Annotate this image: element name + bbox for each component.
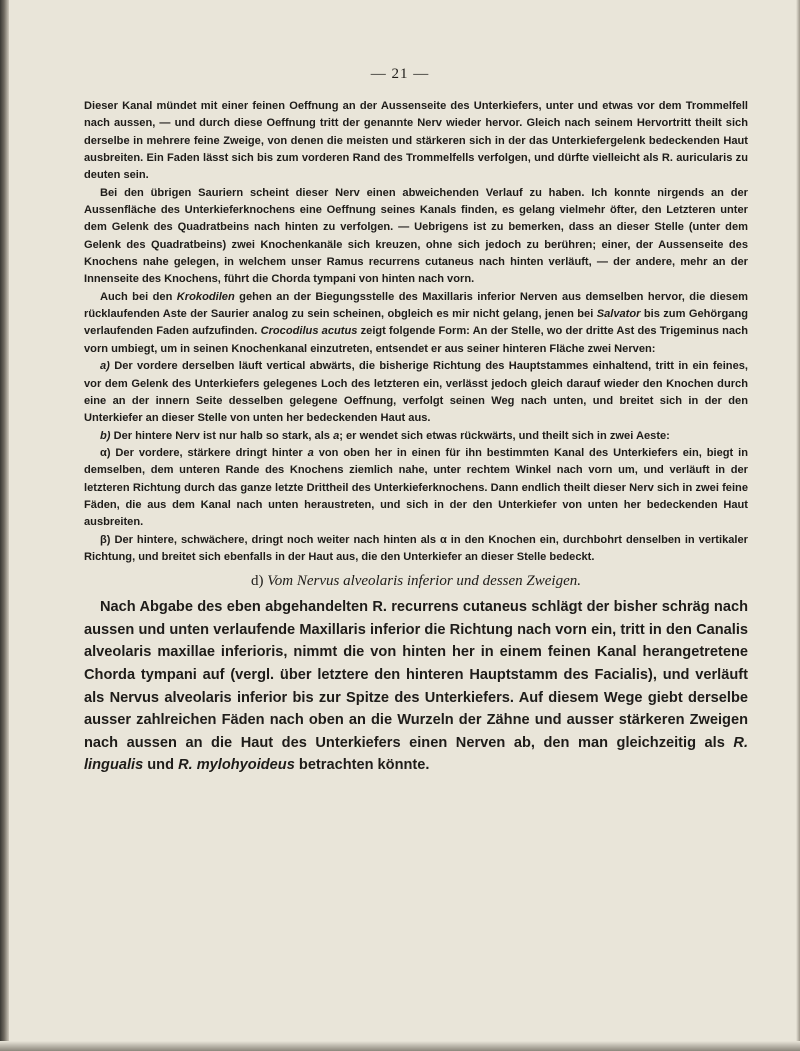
page-edge-shadow	[796, 0, 800, 1051]
text-run: Der hintere Nerv ist nur halb so stark, als	[110, 429, 334, 442]
italic-text: R. lingualis	[84, 734, 748, 774]
text-run: von oben her in einen für ihn bestimmten Kanal des Unterkiefers ein, biegt in demselben, dem unteren Rande des Knochens ziemlich nahe, unter rechtem Winkel nach vorn um, und verläuft in der letzteren Richtung durch das ganze letzte Drittheil des Unterkieferknochens. Dann endlich theilt dieser Nerv sich in zwei feine Fäden, die aus dem Kanal nach unten heraustreten, und sich in der den Unterkiefer von unten her bedeckenden Haut ausbreiten.	[84, 446, 748, 529]
text-run: Dieser Kanal mündet mit einer feinen Oeffnung an der Aussenseite des Unterkiefers, unter und etwas vor dem Trommelfell nach aussen, — und durch diese Oeffnung tritt der genannte Nerv wieder hervor. Gleich nach seinem Hervortritt theilt sich derselbe in mehrere feine Zweige, von denen die meisten und stärkeren sich in der das Unterkiefergelenk bedeckenden Haut ausbreiten. Ein Faden lässt sich bis zum vorderen Rand des Trommelfells verfolgen, und dürfte vielleicht als R. auricularis zu deuten sein.	[84, 100, 748, 182]
page-bottom-shadow	[0, 1041, 800, 1051]
text-run: d)	[251, 573, 268, 590]
paragraph	[84, 98, 748, 185]
italic-text: a	[333, 429, 340, 442]
paragraph	[84, 445, 748, 532]
paragraph	[84, 358, 748, 427]
text-run: Nach Abgabe des eben abgehandelten R. recurrens cutaneus schlägt der bisher schräg nach aussen und unten verlaufende Maxillaris inferior die Richtung nach vorn ein, tritt in den Canalis alveolaris maxillae inferioris, nimmt die von hinten her in einem feinen Kanal herangetretene Chorda tympani auf (vergl. über letztere den hinteren Hauptstamm des Facialis), und verläuft als Nervus alveolaris inferior bis zur Spitze des Unterkiefers. Auf diesem Wege giebt derselbe ausser zahlreichen Fäden nach oben an die Wurzeln der Zähne und ausser stärkeren Zweigen nach aussen an die Haut des Unterkiefers einen Nerven ab, den man gleichzeitig als	[84, 599, 748, 751]
italic-text: Krokodilen	[176, 290, 235, 303]
text-run: bis zum Gehörgang verlaufenden Faden aufzufinden.	[84, 308, 748, 338]
text-run: Auch bei den	[100, 290, 177, 303]
section-heading	[84, 570, 748, 592]
text-run: β) Der hintere, schwächere, dringt noch weiter nach hinten als α in den Knochen ein, durchbohrt denselben in vertikaler Richtung, und breitet sich ebenfalls in der Haut aus, die den Unterkiefer an dieser Stelle bedeckt.	[84, 533, 748, 563]
paragraph	[84, 289, 748, 358]
italic-text: Vom Nervus alveolaris inferior und dessen Zweigen.	[267, 573, 581, 590]
text-run: Der vordere derselben läuft vertical abwärts, die bisherige Richtung des Hauptstammes einhaltend, tritt in ein feines, vor dem Gelenk des Unterkiefers gelegenes Loch des letzteren ein, verlässt jedoch gleich darauf wieder den Knochen durch eine an der innern Seite desselben gelegene Oeffnung, verfolgt seinen Weg nach unten, und breitet sich in der den Unterkiefer an dieser Stelle von unten her bedeckenden Haut aus.	[84, 360, 748, 425]
italic-text: R. mylohyoideus	[178, 757, 295, 774]
paragraph	[84, 596, 748, 777]
italic-text: Salvator	[596, 308, 641, 321]
paragraph	[84, 185, 748, 289]
book-spine-shadow	[0, 0, 9, 1051]
large-print-section	[84, 596, 748, 777]
text-run: α) Der vordere, stärkere dringt hinter	[100, 446, 308, 459]
text-run: gehen an der Biegungsstelle des Maxillaris inferior Nerven aus demselben hervor, die diesem rücklaufenden Aste der Saurier analog zu sein scheinen, obgleich es mir nicht gelang, jenen bei	[84, 290, 749, 321]
text-run: Bei den übrigen Sauriern scheint dieser Nerv einen abweichenden Verlauf zu haben. Ich konnte nirgends an der Aussenfläche des Unterkieferknochens eine Oeffnung seines Kanals finden, es gelang vielmehr öfter, den Letzteren unter dem Gelenk des Quadratbeins nach hinten zu verfolgen. — Uebrigens ist zu bemerken, dass an dieser Stelle (unter dem Gelenk des Quadratbeins) zwei Knochenkanäle sich kreuzen, ohne sich jedoch zu berühren; einer, der Aussenseite des Knochens nahe gelegen, in welchem unser Ramus recurrens cutaneus nach hinten verläuft, — der andere, mehr an der Innenseite des Knochens, führt die Chorda tympani von hinten nach vorn.	[84, 186, 748, 286]
italic-text: b)	[100, 429, 111, 442]
italic-text: a)	[100, 360, 110, 373]
paragraph	[84, 428, 748, 445]
text-run: ; er wendet sich etwas rückwärts, und theilt sich in zwei Aeste:	[339, 429, 670, 442]
text-run: und	[143, 757, 179, 774]
italic-text: Crocodilus acutus	[260, 325, 358, 338]
italic-text: a	[307, 446, 314, 459]
small-print-section	[84, 98, 748, 566]
page-body	[84, 98, 748, 777]
paragraph	[84, 532, 748, 567]
page-number: — 21 —	[370, 66, 430, 82]
text-run: zeigt folgende Form: An der Stelle, wo der dritte Ast des Trigeminus nach vorn umbiegt, um in seinen Knochenkanal einzutreten, entsendet er aus seiner hinteren Fläche zwei Nerven:	[84, 325, 748, 355]
text-run: betrachten könnte.	[294, 757, 430, 774]
